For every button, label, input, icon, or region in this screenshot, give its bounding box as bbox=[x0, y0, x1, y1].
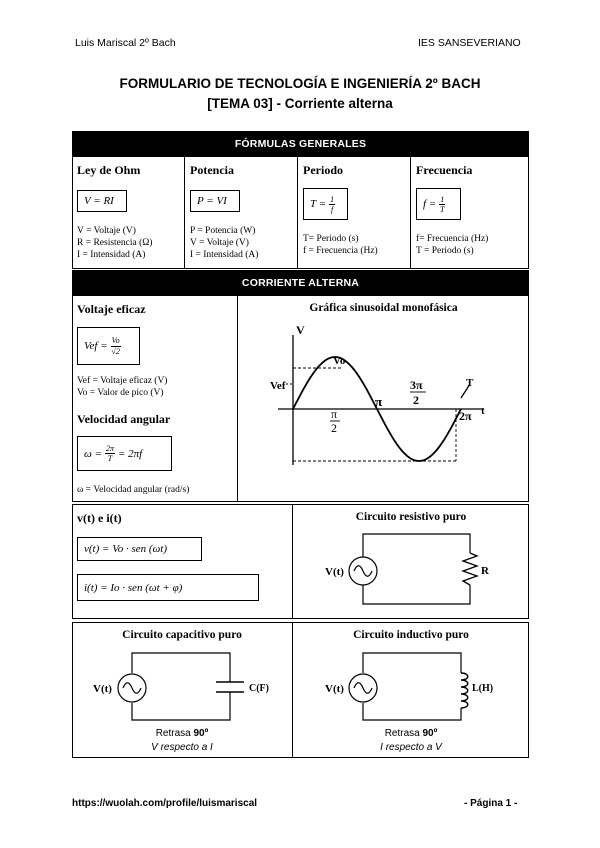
footer-link[interactable]: https://wuolah.com/profile/luismariscal bbox=[72, 798, 258, 809]
inductive-source-label: V(t) bbox=[325, 683, 344, 695]
period-title: Periodo bbox=[303, 163, 343, 177]
graph-pi-half-den: 2 bbox=[331, 421, 337, 435]
wire bbox=[363, 534, 470, 568]
ac-header: CORRIENTE ALTERNA bbox=[72, 270, 529, 296]
rms-formula-lhs: Vef = bbox=[84, 340, 108, 352]
resistive-title: Circuito resistivo puro bbox=[355, 511, 467, 523]
angular-description: ω = Velocidad angular (rad/s) bbox=[77, 485, 190, 495]
caption-text: Retrasa bbox=[384, 728, 423, 739]
caption-angle: 90º bbox=[422, 728, 438, 739]
inductive-component-label: L(H) bbox=[472, 683, 494, 694]
ohm-title: Ley de Ohm bbox=[77, 163, 141, 177]
i-formula: i(t) = Io · sen (ωt + φ) bbox=[77, 574, 259, 601]
frequency-num: 1 bbox=[440, 194, 445, 204]
capacitive-caption-line1 bbox=[72, 727, 292, 741]
capacitive-circuit bbox=[73, 640, 292, 725]
inductive-caption bbox=[293, 727, 529, 755]
capacitive-title: Circuito capacitivo puro bbox=[122, 629, 242, 641]
resistive-source-label: V(t) bbox=[325, 566, 344, 578]
header-school: IES SANSEVERIANO bbox=[418, 37, 521, 49]
graph-3pi-num: 3π bbox=[410, 378, 423, 392]
wire bbox=[363, 653, 461, 673]
resistive-circuit bbox=[293, 520, 529, 618]
period-fraction bbox=[329, 195, 335, 214]
rms-formula bbox=[77, 327, 140, 365]
graph-pi-label: π bbox=[375, 394, 383, 409]
wire bbox=[363, 585, 470, 604]
period-num: 1 bbox=[330, 194, 335, 204]
graph-3pi-den: 2 bbox=[413, 393, 419, 407]
capacitive-caption-line2: V respecto a I bbox=[151, 742, 213, 753]
period-formula bbox=[303, 188, 348, 220]
rms-fraction bbox=[111, 336, 121, 357]
frequency-formula bbox=[416, 188, 461, 220]
header-author: Luis Mariscal 2º Bach bbox=[75, 37, 176, 49]
graph-v-label: V bbox=[296, 323, 305, 337]
angular-num: 2π bbox=[105, 444, 114, 453]
frequency-description: f= Frecuencia (Hz) T = Periodo (s) bbox=[416, 234, 489, 256]
caption-angle: 90º bbox=[193, 728, 209, 739]
rms-title: Voltaje eficaz bbox=[77, 302, 146, 316]
power-formula: P = VI bbox=[190, 190, 240, 212]
angular-formula bbox=[77, 436, 172, 471]
capacitive-source-label: V(t) bbox=[93, 683, 112, 695]
graph-vef-label: Vef bbox=[270, 380, 286, 392]
capacitive-caption bbox=[72, 727, 292, 755]
vt-title: v(t) e i(t) bbox=[77, 511, 122, 525]
rms-description: Vef = Voltaje eficaz (V) Vo = Valor de pico (V) bbox=[77, 376, 168, 398]
graph-2pi-label: 2π bbox=[459, 409, 472, 423]
v-formula: v(t) = Vo · sen (ωt) bbox=[77, 537, 202, 561]
frequency-den: T bbox=[440, 204, 445, 214]
angular-den: T bbox=[107, 454, 113, 463]
caption-text: Retrasa bbox=[155, 728, 194, 739]
sine-graph bbox=[238, 318, 528, 500]
footer-page-number: - Página 1 - bbox=[464, 798, 518, 809]
general-formulas-header: FÓRMULAS GENERALES bbox=[72, 131, 529, 157]
capacitive-component-label: C(F) bbox=[249, 683, 269, 694]
angular-formula-rhs: = 2πf bbox=[117, 447, 143, 460]
inductive-caption-line2: I respecto a V bbox=[380, 742, 442, 753]
period-description: T= Periodo (s) f = Frecuencia (Hz) bbox=[303, 234, 378, 256]
angular-formula-lhs: ω = bbox=[84, 447, 102, 460]
frequency-formula-lhs: f = bbox=[423, 198, 437, 210]
document-subtitle: [TEMA 03] - Corriente alterna bbox=[207, 96, 393, 111]
ohm-formula: V = RI bbox=[77, 190, 127, 212]
rms-num: Vo bbox=[111, 335, 120, 345]
inductor-icon bbox=[461, 673, 468, 708]
wire bbox=[363, 703, 461, 720]
wire bbox=[132, 692, 230, 720]
frequency-title: Frecuencia bbox=[416, 163, 473, 177]
inductive-caption-line1 bbox=[293, 727, 529, 741]
ohm-description: V = Voltaje (V) R = Resistencia (Ω) I = Intensidad (A) bbox=[77, 226, 153, 260]
divider bbox=[410, 157, 411, 269]
power-title: Potencia bbox=[190, 163, 234, 177]
period-den: f bbox=[330, 204, 334, 214]
graph-title: Gráfica sinusoidal monofásica bbox=[309, 302, 458, 314]
graph-vo-label: Vo bbox=[333, 355, 346, 367]
document-title: FORMULARIO DE TECNOLOGÍA E INGENIERÍA 2º BACH bbox=[119, 76, 481, 91]
resistive-component-label: R bbox=[481, 565, 489, 577]
graph-pi-half-num: π bbox=[331, 407, 338, 421]
power-description: P = Potencia (W) V = Voltaje (V) I = Intensidad (A) bbox=[190, 226, 259, 260]
wire bbox=[132, 653, 230, 682]
frequency-fraction bbox=[439, 195, 445, 214]
divider bbox=[184, 157, 185, 269]
graph-t-label: t bbox=[481, 405, 485, 417]
inductive-title: Circuito inductivo puro bbox=[353, 629, 469, 641]
inductive-circuit bbox=[293, 640, 529, 725]
period-formula-lhs: T = bbox=[310, 198, 327, 210]
graph-T-label: T bbox=[466, 377, 474, 389]
divider bbox=[297, 157, 298, 269]
rms-den: √2 bbox=[111, 346, 120, 356]
angular-title: Velocidad angular bbox=[77, 412, 171, 426]
angular-fraction bbox=[105, 444, 115, 463]
resistor-icon bbox=[463, 553, 477, 585]
